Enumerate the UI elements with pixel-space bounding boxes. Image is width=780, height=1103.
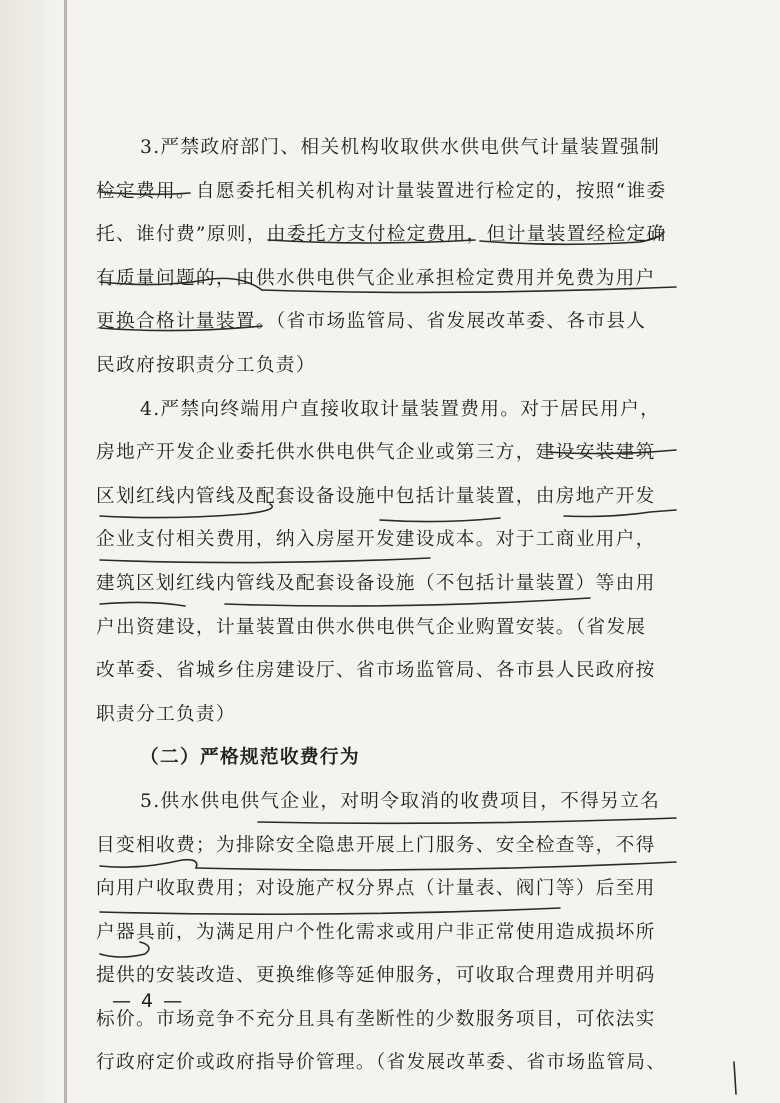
binding-line (64, 0, 67, 1103)
paragraph-line: 5.供水供电供气企业，对明令取消的收费项目，不得另立名 (140, 790, 661, 812)
paragraph-line: 改革委、省城乡住房建设厅、省市场监管局、各市县人民政府按 (96, 660, 656, 682)
paragraph-line: 3.严禁政府部门、相关机构收取供水供电供气计量装置强制 (140, 137, 661, 158)
paragraph-line: 更换合格计量装置。（省市场监管局、省发展改革委、各市县人 (96, 311, 647, 333)
paragraph-line: 职责分工负责） (96, 703, 236, 725)
paragraph-line: 企业支付相关费用，纳入房屋开发建设成本。对于工商业用户， (96, 529, 656, 551)
document-body (96, 126, 686, 1085)
paragraph-line: 向用户收取费用；对设施产权分界点（计量表、阀门等）后至用 (96, 878, 656, 900)
paragraph-line: 托、谁付费”原则，由委托方支付检定费用，但计量装置经检定确 (96, 224, 667, 246)
paragraph-line: 有质量问题的，由供水供电供气企业承担检定费用并免费为用户 (96, 267, 656, 289)
page-number: — 4 — (112, 990, 185, 1012)
paragraph-line: 4.严禁向终端用户直接收取计量装置费用。对于居民用户， (140, 398, 661, 420)
paragraph-line: 区划红线内管线及配套设备设施中包括计量装置，由房地产开发 (96, 485, 656, 507)
paragraph-line: 目变相收费；为排除安全隐患开展上门服务、安全检查等，不得 (96, 834, 656, 856)
section-heading: （二）严格规范收费行为 (140, 746, 360, 769)
paragraph-line: 提供的安装改造、更换维修等延伸服务，可收取合理费用并明码 (96, 965, 656, 987)
paragraph-line: 行政府定价或政府指导价管理。（省发展改革委、省市场监管局、 (96, 1052, 667, 1074)
paragraph-line: 标价。市场竞争不充分且具有垄断性的少数服务项目，可依法实 (96, 1008, 656, 1030)
paragraph-line: 民政府按职责分工负责） (96, 354, 316, 376)
paragraph-line: 房地产开发企业委托供水供电供气企业或第三方，建设安装建筑 (96, 442, 656, 464)
paragraph-line: 户器具前，为满足用户个性化需求或用户非正常使用造成损坏所 (96, 921, 656, 943)
paragraph-line: 检定费用。自愿委托相关机构对计量装置进行检定的，按照“谁委 (96, 180, 667, 202)
paragraph-line: 户出资建设，计量装置由供水供电供气企业购置安装。（省发展 (96, 616, 647, 638)
scan-mark (734, 1062, 736, 1094)
paragraph-line: 建筑区划红线内管线及配套设备设施（不包括计量装置）等由用 (96, 572, 656, 594)
page-left-edge (0, 0, 58, 1103)
